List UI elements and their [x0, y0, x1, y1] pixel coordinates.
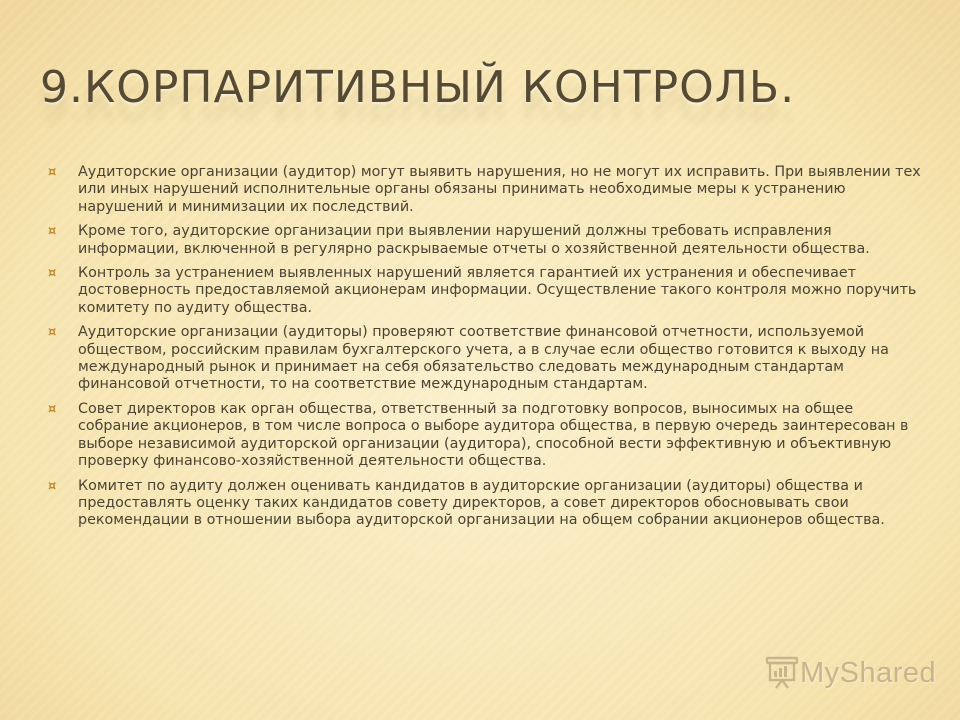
bullet-text: Аудиторские организации (аудитор) могут выявить нарушения, но не могут их исправить. При выявлении тех или иных нарушений исполнительные органы обязаны принимать необходимые меры к устранению нарушений и минимизации их последствий.	[78, 164, 921, 215]
list-item	[48, 401, 928, 471]
bullet-list	[48, 164, 928, 537]
list-item	[48, 164, 928, 216]
bullet-marker-icon: ¤	[48, 165, 57, 180]
bullet-text: Комитет по аудиту должен оценивать кандидатов в аудиторские организации (аудиторы) общества и предоставлять оценку таких кандидатов совету директоров, а совет директоров обосновывать свои рекомендации в отношении выбора аудиторской организации на общем собрании акционеров общества.	[78, 477, 885, 529]
list-item	[48, 478, 928, 530]
list-item	[48, 265, 928, 317]
projector-screen-icon	[764, 655, 800, 691]
bullet-text: Кроме того, аудиторские организации при выявлении нарушений должны требовать исправления информации, включенной в регулярно раскрываемые отчеты о хозяйственной деятельности общества.	[78, 223, 870, 257]
list-item	[48, 223, 928, 258]
watermark-text: MyShared	[800, 656, 937, 689]
slide-title: 9.КОРПАРИТИВНЫЙ КОНТРОЛЬ.	[40, 62, 796, 113]
bullet-text: Контроль за устранением выявленных нарушений является гарантией их устранения и обеспечивает достоверность предоставляемой акционерам информации. Осуществление такого контроля можно поручить комитету по аудиту общества.	[78, 265, 917, 316]
bullet-marker-icon: ¤	[48, 478, 57, 494]
bullet-marker-icon: ¤	[48, 266, 57, 282]
list-item	[48, 324, 928, 394]
bullet-marker-icon: ¤	[48, 401, 57, 417]
bullet-text: Аудиторские организации (аудиторы) проверяют соответствие финансовой отчетности, используемой обществом, российским правилам бухгалтерского учета, а в случае если общество готовится к выходу на международный рынок и принимает на себя обязательство следовать международным стандартам финансовой отчетности, то на соответствие международным стандартам.	[78, 324, 889, 393]
bullet-text: Совет директоров как орган общества, ответственный за подготовку вопросов, выносимых на общее собрание акционеров, в том числе вопроса о выборе аудитора общества, в первую очередь заинтересован в выборе независимой аудиторской организации (аудитора), способной вести эффективную и объективную проверку финансово-хозяйственной деятельности общества.	[78, 400, 909, 470]
bullet-marker-icon: ¤	[48, 224, 57, 240]
myshared-watermark[interactable]	[764, 655, 936, 691]
bullet-marker-icon: ¤	[48, 325, 57, 341]
